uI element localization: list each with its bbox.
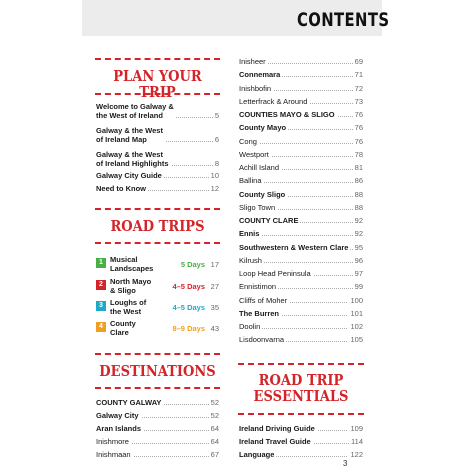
road-trip-item[interactable] <box>96 256 219 274</box>
toc-entry-label <box>239 322 262 331</box>
toc-entry-label <box>96 424 143 433</box>
trip-number-badge: 1 <box>96 258 106 268</box>
toc-entry-label-line1: Language <box>239 450 275 459</box>
toc-entry[interactable] <box>239 229 363 238</box>
trip-name-line2: Landscapes <box>110 263 154 273</box>
toc-entry-label <box>239 216 300 225</box>
toc-entry-page: 76 <box>354 123 363 133</box>
toc-entry-label-line1: Galway & the West <box>96 150 163 159</box>
toc-entry-page: 96 <box>354 255 363 265</box>
plan-heading: PLAN YOUR TRIP <box>113 68 202 101</box>
toc-entry-label <box>239 150 271 159</box>
toc-entry[interactable] <box>239 123 363 132</box>
toc-entry-label <box>239 243 350 252</box>
trip-page: 17 <box>210 260 219 269</box>
toc-entry-label-line1: Need to Know <box>96 184 146 193</box>
toc-entry[interactable] <box>239 309 363 318</box>
toc-entry[interactable] <box>239 203 363 212</box>
toc-entry-label <box>96 184 148 193</box>
toc-entry-label <box>239 424 317 433</box>
trip-name <box>110 299 146 316</box>
trip-number-badge: 3 <box>96 301 106 311</box>
toc-entry-page: 6 <box>214 135 219 144</box>
essentials-divider-bottom <box>238 413 364 415</box>
toc-entry-label-line1: Connemara <box>239 70 281 80</box>
toc-entry-label <box>96 437 131 446</box>
toc-entry-page: 64 <box>210 437 219 446</box>
toc-entry[interactable] <box>239 256 363 265</box>
toc-entry-label-line1: Ennis <box>239 229 260 239</box>
toc-entry-label <box>239 57 268 66</box>
toc-entry-label-line1: Ireland Travel Guide <box>239 437 311 446</box>
trip-duration: 8–9 Days <box>172 324 205 333</box>
toc-entry-label <box>96 398 163 407</box>
toc-entry-page: 73 <box>354 96 363 106</box>
toc-entry-page: 5 <box>214 111 219 120</box>
toc-entry-page: 12 <box>210 184 219 193</box>
toc-entry-page: 76 <box>354 110 363 119</box>
toc-entry-label-line1: Southwestern & Western Clare <box>239 242 349 252</box>
toc-entry-label-line1: Aran Islands <box>96 424 142 433</box>
toc-entry[interactable] <box>239 97 363 106</box>
toc-entry-page: 69 <box>354 57 363 66</box>
toc-entry-page: 99 <box>354 282 363 292</box>
toc-entry-label <box>239 163 281 172</box>
toc-entry-label-line1: Cliffs of Moher <box>239 295 288 305</box>
toc-entry[interactable] <box>239 437 363 446</box>
trip-name-line1: North Mayo <box>110 277 152 286</box>
trip-name <box>110 320 136 337</box>
toc-entry[interactable] <box>96 184 219 193</box>
toc-entry[interactable] <box>239 243 363 252</box>
toc-entry-label <box>96 150 171 168</box>
toc-entry-label <box>239 437 313 446</box>
toc-entry-label-line2: of Ireland Highlights <box>96 159 169 168</box>
toc-entry-label <box>239 110 337 119</box>
toc-entry[interactable] <box>96 150 219 168</box>
road-trip-item[interactable] <box>96 299 219 317</box>
trip-duration: 5 Days <box>180 260 205 269</box>
toc-entry-page: 95 <box>354 242 363 252</box>
toc-entry-label <box>239 70 282 79</box>
toc-entry-label-line1: Letterfrack & Around <box>239 96 308 106</box>
destinations-divider-bottom <box>95 387 220 389</box>
toc-entry-page: 105 <box>350 335 363 345</box>
toc-entry[interactable] <box>96 171 219 180</box>
toc-entry-label <box>239 97 309 106</box>
toc-entry-label-line1: COUNTY CLARE <box>239 216 299 225</box>
toc-entry-page: 64 <box>210 424 219 433</box>
toc-entry-label-line1: COUNTY GALWAY <box>96 398 162 407</box>
toc-entry-page: 88 <box>354 189 363 199</box>
toc-entry-page: 109 <box>350 424 363 433</box>
trip-number-badge: 2 <box>96 280 106 290</box>
toc-entry-label-line1: Inishmaan <box>96 450 131 459</box>
trip-page: 35 <box>210 303 219 312</box>
toc-entry-label-line1: Sligo Town <box>239 202 276 212</box>
toc-entry[interactable] <box>239 150 363 159</box>
toc-entry-page: 10 <box>210 171 219 180</box>
toc-entry-label <box>239 203 277 212</box>
toc-entry-page: 72 <box>354 83 363 93</box>
road-trips-heading: ROAD TRIPS <box>110 218 205 235</box>
toc-entry-label <box>239 190 287 199</box>
toc-entry-label-line1: County Mayo <box>239 123 287 133</box>
toc-entry-page: 67 <box>210 450 219 459</box>
toc-entry[interactable] <box>239 282 363 291</box>
toc-entry-label-line1: County Sligo <box>239 189 286 199</box>
toc-entry[interactable] <box>96 102 219 120</box>
toc-entry[interactable] <box>239 57 363 66</box>
toc-entry[interactable] <box>239 110 363 119</box>
toc-entry-label-line1: Galway City Guide <box>96 171 162 180</box>
toc-entry-label-line1: Ballina <box>239 176 262 186</box>
trip-duration: 4–5 Days <box>172 282 205 291</box>
toc-entry-page: 114 <box>351 437 363 446</box>
toc-entry-label <box>239 84 273 93</box>
toc-entry-label-line2: the West of Ireland <box>96 111 163 120</box>
toc-entry-label-line1: Welcome to Galway & <box>96 102 174 111</box>
toc-entry-label <box>239 450 276 459</box>
toc-entry-label-line1: Ireland Driving Guide <box>239 424 315 433</box>
trip-number-badge: 4 <box>96 322 106 332</box>
toc-entry[interactable] <box>239 163 363 172</box>
toc-entry-label-line1: The Burren <box>239 308 280 318</box>
toc-entry[interactable] <box>96 411 219 420</box>
toc-entry-label <box>96 171 164 180</box>
toc-entry-page: 86 <box>354 176 363 186</box>
page-number: 3 <box>343 459 348 468</box>
toc-entry-label <box>239 309 281 318</box>
toc-entry-label-line1: Loop Head Peninsula <box>239 269 311 278</box>
toc-entry-page: 97 <box>354 269 363 278</box>
toc-entry-label-line2: of Ireland Map <box>96 135 147 144</box>
toc-entry[interactable] <box>239 322 363 331</box>
toc-entry[interactable] <box>96 450 219 459</box>
essentials-heading-line1: ROAD TRIP <box>258 372 344 389</box>
road-trips-divider-bottom <box>95 242 220 244</box>
toc-entry-page: 52 <box>210 398 219 407</box>
toc-entry-page: 102 <box>350 322 363 331</box>
toc-entry-label <box>239 256 264 265</box>
plan-divider-top <box>95 58 220 60</box>
toc-entry-label <box>96 450 133 459</box>
toc-entry-label <box>96 126 165 144</box>
road-trip-item[interactable] <box>96 320 219 338</box>
toc-entry-label-line1: Inisheer <box>239 57 266 66</box>
toc-entry[interactable] <box>239 176 363 185</box>
trip-name <box>110 256 153 273</box>
toc-entry-label <box>239 282 278 291</box>
toc-entry-page: 78 <box>354 149 363 159</box>
toc-entry-label <box>239 123 288 132</box>
toc-entry[interactable] <box>239 269 363 278</box>
toc-entry[interactable] <box>239 424 363 433</box>
toc-entry-page: 100 <box>350 295 363 305</box>
toc-entry[interactable] <box>96 437 219 446</box>
toc-entry-page: 92 <box>354 229 363 239</box>
toc-entry-label <box>239 269 313 278</box>
toc-entry-label-line1: Inishmore <box>96 437 129 446</box>
toc-entry-label-line1: Lisdoonvarna <box>239 335 285 345</box>
toc-entry-label-line1: Inishbofin <box>239 83 272 93</box>
toc-entry-label <box>239 176 264 185</box>
toc-entry-label <box>239 296 289 305</box>
toc-entry-label-line1: Kilrush <box>239 255 262 265</box>
road-trip-item[interactable] <box>96 278 219 296</box>
toc-entry[interactable] <box>239 137 363 146</box>
toc-entry-page: 71 <box>354 70 363 80</box>
toc-entry[interactable] <box>239 335 363 344</box>
toc-entry-label <box>239 335 286 344</box>
destinations-heading: DESTINATIONS <box>99 363 216 380</box>
toc-entry[interactable] <box>239 70 363 79</box>
toc-entry-label <box>96 411 141 420</box>
toc-entry-label-line1: COUNTIES MAYO & SLIGO <box>239 110 335 119</box>
toc-entry-page: 88 <box>354 202 363 212</box>
toc-entry[interactable] <box>239 450 363 459</box>
road-trips-divider-top <box>95 208 220 210</box>
toc-entry-label-line1: Doolin <box>239 322 261 331</box>
trip-name <box>110 278 151 295</box>
trip-name-line2: & Sligo <box>110 285 136 295</box>
toc-entry[interactable] <box>239 84 363 93</box>
toc-entry[interactable] <box>239 216 363 225</box>
toc-entry-label-line1: Galway & the West <box>96 126 163 135</box>
toc-entry[interactable] <box>96 126 219 144</box>
toc-entry-label-line1: Galway City <box>96 411 139 420</box>
trip-page: 43 <box>210 324 219 333</box>
trip-name-line1: County <box>110 319 136 328</box>
toc-entry-label <box>239 229 261 238</box>
toc-entry-page: 101 <box>350 308 363 318</box>
toc-entry[interactable] <box>239 190 363 199</box>
toc-entry-page: 122 <box>350 450 363 459</box>
toc-entry-page: 92 <box>354 216 363 225</box>
toc-entry[interactable] <box>96 398 219 407</box>
toc-entry-page: 81 <box>354 163 363 172</box>
trip-name-line2: the West <box>110 306 142 316</box>
toc-entry-label-line1: Cong <box>239 136 257 146</box>
page-title: CONTENTS <box>297 9 390 31</box>
trip-duration: 4–5 Days <box>172 303 205 312</box>
toc-entry-label-line1: Achill Island <box>239 163 280 172</box>
trip-name-line1: Musical <box>110 255 138 264</box>
destinations-divider-top <box>95 353 220 355</box>
essentials-heading-line2: ESSENTIALS <box>253 388 349 405</box>
toc-entry-label-line1: Ennistimon <box>239 282 277 292</box>
toc-entry-page: 8 <box>214 159 219 168</box>
trip-name-line1: Loughs of <box>110 298 147 307</box>
toc-entry-page: 76 <box>354 136 363 146</box>
toc-entry-label <box>239 137 259 146</box>
essentials-divider-top <box>238 363 364 365</box>
plan-divider-bottom <box>95 93 220 95</box>
toc-entry-label <box>96 102 176 120</box>
trip-page: 27 <box>210 282 219 291</box>
toc-entry[interactable] <box>96 424 219 433</box>
toc-entry[interactable] <box>239 296 363 305</box>
toc-entry-page: 52 <box>210 411 219 420</box>
trip-name-line2: Clare <box>110 327 129 337</box>
toc-entry-label-line1: Westport <box>239 149 269 159</box>
